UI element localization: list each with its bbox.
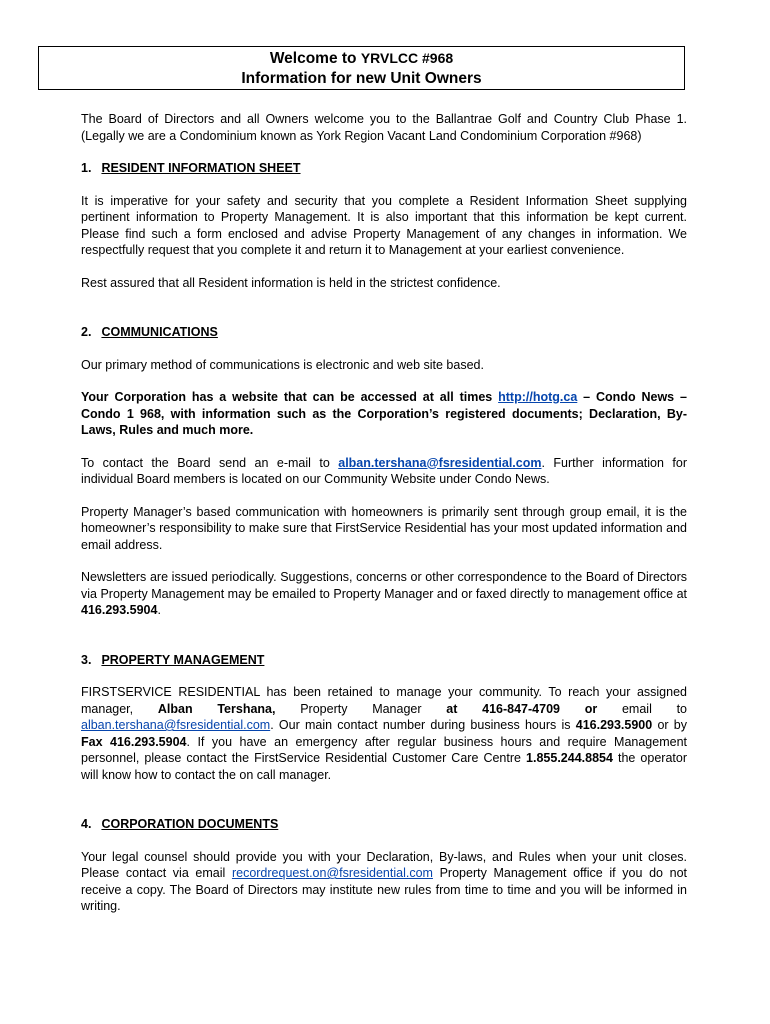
docs-text-1: Your legal counsel should provide you with your Declaration, By-laws, and Rules when your unit closes. Please contact via email xyxy=(81,849,687,880)
website-text-a: Your Corporation has a website that can be accessed at all times xyxy=(81,390,499,404)
manager-email-link[interactable]: alban.tershana@fsresidential.com xyxy=(81,718,271,732)
title-corporation-id: YRVLCC #968 xyxy=(360,50,454,66)
website-link[interactable]: http://hotg.ca xyxy=(498,390,578,404)
document-body xyxy=(81,111,687,915)
section-1-paragraph-1: It is imperative for your safety and security that you complete a Resident Information Sheet supplying pertinent information to Property Management. It is also important that this information be kept current. Please find such a form enclosed and advise Property Management of any changes in information. We respectfully request that you complete it and return it to Management at your earliest convenience. xyxy=(81,193,687,257)
docs-text-2: Property Management office if you do not receive a copy. The Board of Directors may institute new rules from time to time and you will be informed in writing. xyxy=(81,866,687,913)
fax-number: Fax 416.293.5904 xyxy=(81,734,187,749)
section-2-heading xyxy=(81,324,687,341)
board-contact-text-a: To contact the Board send an e-mail to xyxy=(81,455,339,470)
section-2-title: COMMUNICATIONS xyxy=(101,325,218,339)
section-2-paragraph-3 xyxy=(81,455,687,488)
section-2-number: 2. xyxy=(81,325,92,339)
section-1-title: RESIDENT INFORMATION SHEET xyxy=(101,161,301,175)
section-1-number: 1. xyxy=(81,161,92,175)
pm-text-1: FIRSTSERVICE RESIDENTIAL has been retained to manage your community. To reach your assigned manager, xyxy=(81,685,687,716)
section-2-paragraph-2 xyxy=(81,389,687,439)
board-contact-text-b: . Further information for individual Board members is located on our Community Website under Condo News. xyxy=(81,455,687,486)
section-2-paragraph-1: Our primary method of communications is electronic and web site based. xyxy=(81,357,484,372)
section-3-heading xyxy=(81,652,687,669)
section-4-paragraph xyxy=(81,849,687,915)
title-prefix: Welcome to xyxy=(269,50,361,67)
section-4-number: 4. xyxy=(81,817,92,831)
pm-text-6: . If you have an emergency after regular business hours and require Management personnel, please contact the FirstService Residential Customer Care Centre xyxy=(81,734,688,765)
management-fax-number: 416.293.5904 xyxy=(81,603,158,617)
title-line-1 xyxy=(39,48,684,69)
pm-text-4: . Our main contact number during business hours is xyxy=(270,718,576,732)
website-text-b: – Condo News – Condo 1 968, with information such as the Corporation’s registered documents; Declaration, By-Laws, Rules and much more. xyxy=(81,390,687,437)
section-3-number: 3. xyxy=(81,652,92,667)
section-3-paragraph xyxy=(81,684,687,783)
main-contact-number: 416.293.5900 xyxy=(575,718,653,732)
section-2-paragraph-5 xyxy=(81,569,687,619)
newsletter-text-b: . xyxy=(157,603,161,617)
section-1-paragraph-2: Rest assured that all Resident information is held in the strictest confidence. xyxy=(81,275,501,290)
manager-name: Alban Tershana, xyxy=(157,701,276,716)
pm-text-5: or by xyxy=(652,718,687,732)
pm-text-2: Property Manager xyxy=(275,701,447,716)
section-3-title: PROPERTY MANAGEMENT xyxy=(101,652,265,667)
section-1-heading xyxy=(81,160,687,177)
pm-text-3: email to xyxy=(597,701,688,716)
customer-care-number: 1.855.244.8854 xyxy=(526,751,613,765)
section-4-title: CORPORATION DOCUMENTS xyxy=(101,817,279,831)
intro-paragraph: The Board of Directors and all Owners welcome you to the Ballantrae Golf and Country Club Phase 1. (Legally we are a Condominium known as York Region Vacant Land Condominium Corporation #968) xyxy=(81,112,687,143)
newsletter-text-a: Newsletters are issued periodically. Suggestions, concerns or other correspondence to the Board of Directors via Property Management may be emailed to Property Manager and or faxed directly to management office at xyxy=(81,570,687,601)
pm-text-7: the operator will know how to contact the on call manager. xyxy=(81,751,687,782)
board-email-link[interactable]: alban.tershana@fsresidential.com xyxy=(338,455,542,470)
manager-phone: at 416-847-4709 or xyxy=(446,701,598,716)
title-line-2: Information for new Unit Owners xyxy=(241,70,482,87)
section-4-heading xyxy=(81,816,687,833)
section-2-paragraph-4: Property Manager’s based communication with homeowners is primarily sent through group email, it is the homeowner’s responsibility to make sure that FirstService Residential has your most updated information and email address. xyxy=(81,504,687,552)
record-request-email-link[interactable]: recordrequest.on@fsresidential.com xyxy=(231,866,433,880)
title-box xyxy=(38,46,685,90)
